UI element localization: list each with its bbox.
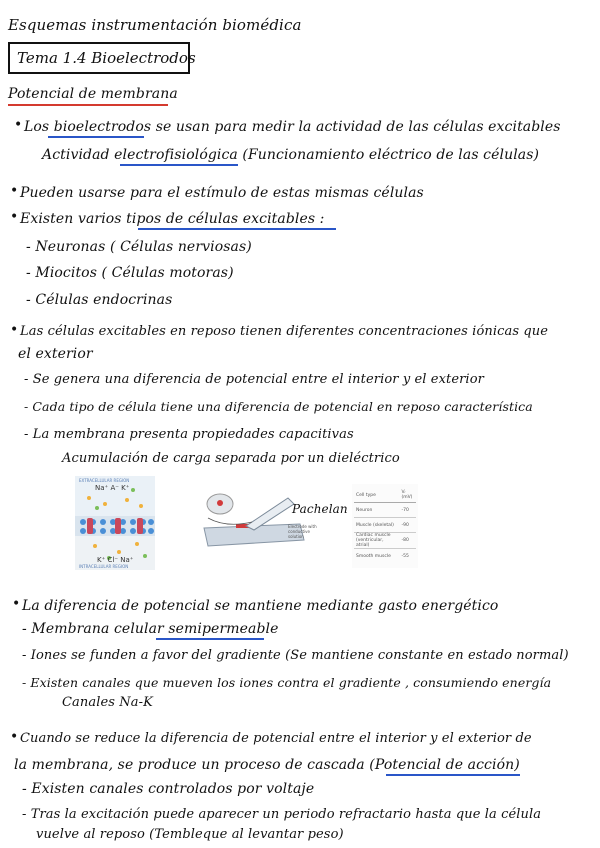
note-line: - La membrana presenta propiedades capacitivas [24,427,354,442]
table-row [354,503,416,518]
bullet-dot: • [10,729,19,745]
electrode-note-3: solution [288,534,304,539]
note-line: la membrana, se produce un proceso de cascada (Potencial de acción) [14,757,520,773]
table-cell: Muscle (skeletal) [354,518,399,533]
table-cell: -70 [399,503,416,518]
resting-potential-table [352,484,418,568]
note-line: - Existen canales controlados por voltaje [22,781,315,797]
electrode-figure [196,488,326,554]
bullet-dot: • [10,183,19,199]
electrode-illustration [196,488,326,554]
table-cell: Neuron [354,503,399,518]
table-cell: -90 [399,518,416,533]
table-header-v: Vᵣ (mV) [399,488,416,503]
note-line: vuelve al reposo (Tembleque al levantar peso) [36,827,344,842]
note-line: Existen varios tipos de células excitables : [20,211,325,227]
membrane-bottom-label: INTRACELLULAR REGION [79,564,129,569]
table-cell: Cardiac muscle (ventricular, atrial) [354,533,399,549]
note-line: - Membrana celular semipermeable [22,621,279,637]
note-line: - Miocitos ( Células motoras) [26,265,234,281]
electrode-note-2: conductive [288,529,310,534]
note-line: - Cada tipo de célula tiene una diferencia de potencial en reposo característica [24,399,533,414]
table-cell: -80 [399,533,416,549]
note-line: - Tras la excitación puede aparecer un periodo refractario hasta que la célula [22,807,542,822]
table-cell: -55 [399,549,416,564]
membrane-bottom-ions: K⁺ Cl⁻ Na⁺ [97,556,134,564]
note-line: Cuando se reduce la diferencia de potencial entre el interior y el exterior de [20,731,532,746]
note-line: Pueden usarse para el estímulo de estas mismas células [20,185,424,201]
term-underline [120,164,238,166]
note-line: Canales Na-K [62,695,153,710]
electrode-note-1: Electrode with [288,524,317,529]
note-line: - Se genera una diferencia de potencial entre el interior y el exterior [24,372,484,387]
electrode-handwritten-label: Pachelan [292,502,348,516]
note-line: Actividad electrofisiológica (Funcionamiento eléctrico de las células) [42,147,540,163]
term-underline [386,774,520,776]
membrane-figure [75,476,155,570]
table-header-celltype: Cell type [354,488,399,503]
note-line: - Neuronas ( Células nerviosas) [26,239,252,255]
bullet-dot: • [10,322,19,338]
note-line: - Iones se funden a favor del gradiente (Se mantiene constante en estado normal) [22,648,569,663]
membrane-top-label: EXTRACELLULAR REGION [79,478,130,483]
table-cell: Smooth muscle [354,549,399,564]
table-row [354,518,416,533]
electrode-note [288,524,317,539]
note-line: Acumulación de carga separada por un dieléctrico [62,451,400,466]
table-grid [354,488,416,563]
table-row [354,533,416,549]
table-row [354,549,416,564]
bullet-dot: • [14,117,23,133]
note-line: - Existen canales que mueven los iones contra el gradiente , consumiendo energía [22,675,552,690]
topic-box [8,42,196,74]
term-underline [156,638,264,640]
term-underline [138,228,336,230]
heading-underline [8,104,168,106]
note-line: Los bioelectrodos se usan para medir la actividad de las células excitables [24,119,561,135]
note-line: La diferencia de potencial se mantiene mediante gasto energético [22,598,499,614]
section-heading: Potencial de membrana [8,86,178,102]
note-line: Las células excitables en reposo tienen diferentes concentraciones iónicas que [20,324,549,339]
page-title: Esquemas instrumentación biomédica [8,16,302,34]
term-underline [48,136,144,138]
membrane-top-ions: Na⁺ A⁻ K⁺ [95,484,130,492]
note-line: el exterior [18,346,93,362]
bullet-dot: • [12,596,21,612]
topic-title: Tema 1.4 Bioelectrodos [17,49,196,67]
note-line: - Células endocrinas [26,292,173,308]
bullet-dot: • [10,209,19,225]
